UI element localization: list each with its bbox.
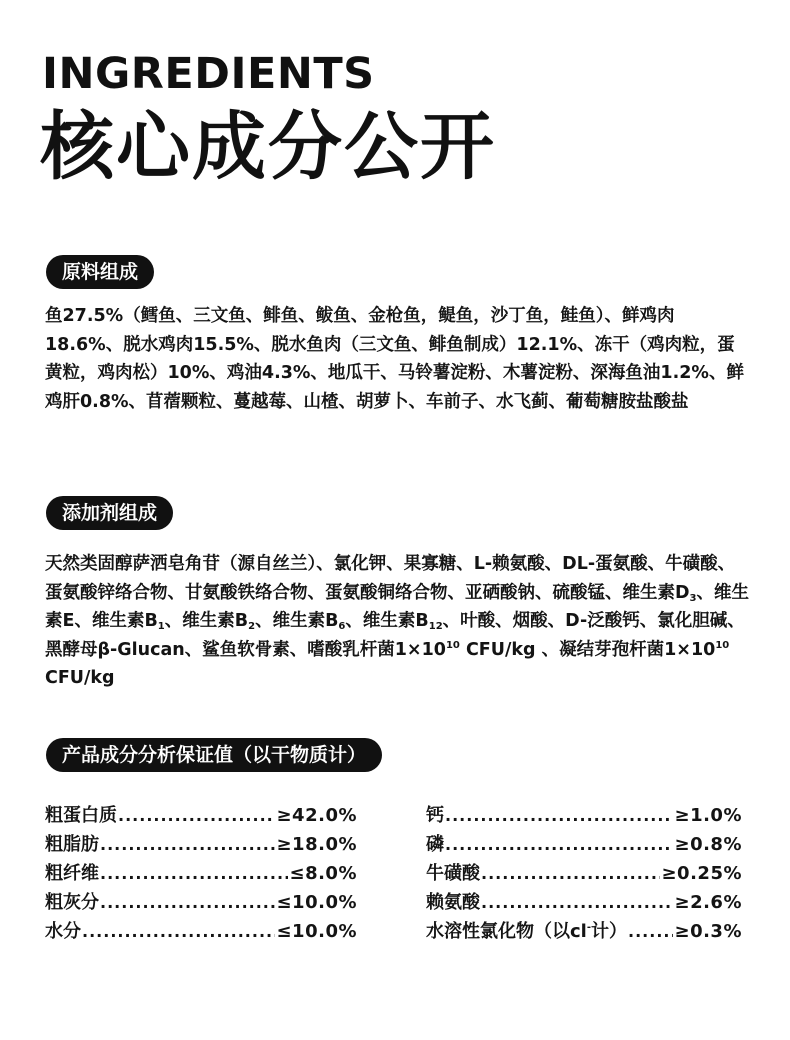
dot-leader: [445, 830, 673, 859]
additives-text-part: 、维生素B: [164, 611, 249, 631]
dot-leader: [481, 859, 660, 888]
analysis-value: ≥0.8%: [674, 834, 742, 855]
dot-leader: [100, 859, 288, 888]
analysis-column-left: [45, 801, 357, 946]
analysis-row: [426, 888, 742, 917]
analysis-label: 水分: [45, 921, 81, 942]
additives-text-part: CFU/kg 、凝结芽孢杆菌1×10: [459, 639, 716, 660]
analysis-value: ≥1.0%: [674, 805, 742, 826]
additives-text: [45, 550, 750, 693]
analysis-value: ≥18.0%: [276, 834, 357, 855]
analysis-value: ≤10.0%: [276, 921, 357, 942]
analysis-value: ≥42.0%: [276, 805, 357, 826]
analysis-row: [426, 830, 742, 859]
title-chinese: 核心成分公开: [40, 104, 496, 190]
analysis-row: [426, 801, 742, 830]
dot-leader: [118, 801, 275, 830]
section-label-analysis: 产品成分分析保证值（以干物质计）: [46, 738, 382, 772]
title-english: INGREDIENTS: [42, 49, 375, 99]
analysis-value: ≥0.25%: [661, 863, 742, 884]
analysis-row: [426, 859, 742, 888]
analysis-row: [45, 888, 357, 917]
subscript: 12: [428, 621, 443, 632]
analysis-value: ≤8.0%: [289, 863, 357, 884]
dot-leader: [100, 830, 275, 859]
dot-leader: [100, 888, 275, 917]
superscript: 10: [715, 639, 730, 651]
analysis-row: [45, 801, 357, 830]
analysis-row: [45, 917, 357, 946]
subscript: 3: [689, 592, 697, 604]
raw-materials-text: 鱼27.5%（鳕鱼、三文鱼、鲱鱼、鲅鱼、金枪鱼，鳀鱼，沙丁鱼，鲑鱼）、鲜鸡肉18.6%、脱水鸡肉15.5%、脱水鱼肉（三文鱼、鲱鱼制成）12.1%、冻干（鸡肉粒，蛋黄粒，鸡肉松）10%、鸡油4.3%、地瓜干、马铃薯淀粉、木薯淀粉、深海鱼油1.2%、鲜鸡肝0.8%、苜蓿颗粒、蔓越莓、山楂、胡萝卜、车前子、水飞蓟、葡萄糖胺盐酸盐: [45, 306, 744, 412]
analysis-label: 磷: [426, 834, 444, 855]
analysis-column-right: [426, 801, 742, 946]
additives-text-part: CFU/kg: [45, 668, 115, 688]
analysis-row: [426, 917, 742, 946]
analysis-label-part: 计）: [591, 921, 627, 942]
analysis-label: 粗蛋白质: [45, 805, 117, 826]
analysis-label: 粗脂肪: [45, 834, 99, 855]
analysis-label-part: 水溶性氯化物（以cl: [426, 921, 587, 942]
additives-text-part: 、维生素B: [255, 611, 339, 631]
dot-leader: [481, 888, 673, 917]
analysis-value: ≥0.3%: [674, 921, 742, 942]
analysis-label: 牛磺酸: [426, 863, 480, 884]
analysis-value: ≥2.6%: [674, 892, 742, 913]
superscript: -: [586, 922, 591, 933]
superscript: 10: [445, 639, 460, 651]
dot-leader: [82, 917, 275, 946]
subscript: 2: [248, 621, 256, 632]
subscript: 1: [157, 621, 165, 632]
additives-text-part: 天然类固醇萨洒皂角苷（源自丝兰）、氯化钾、果寡糖、L-赖氨酸、DL-蛋氨酸、牛磺酸、蛋氨酸锌络合物、甘氨酸铁络合物、蛋氨酸铜络合物、亚硒酸钠、硫酸锰、维生素D: [45, 554, 736, 603]
additives-text-part: 、维生素B: [345, 611, 429, 631]
dot-leader: [445, 801, 673, 830]
section-label-additives: 添加剂组成: [46, 496, 173, 530]
subscript: 6: [338, 621, 346, 632]
analysis-value: ≤10.0%: [276, 892, 357, 913]
analysis-row: [45, 830, 357, 859]
analysis-label: 钙: [426, 805, 444, 826]
analysis-label: [426, 917, 627, 946]
analysis-row: [45, 859, 357, 888]
section-label-raw-materials: 原料组成: [46, 255, 154, 289]
additives-text-part: 、维生素E、维生素B: [45, 582, 749, 631]
analysis-label: 粗纤维: [45, 863, 99, 884]
analysis-label: 粗灰分: [45, 892, 99, 913]
analysis-label: 赖氨酸: [426, 892, 480, 913]
additives-text-part: 、叶酸、烟酸、D-泛酸钙、氯化胆碱、黑酵母β-Glucan、鲨鱼软骨素、嗜酸乳杆菌1×10: [45, 611, 745, 660]
dot-leader: [628, 917, 673, 946]
